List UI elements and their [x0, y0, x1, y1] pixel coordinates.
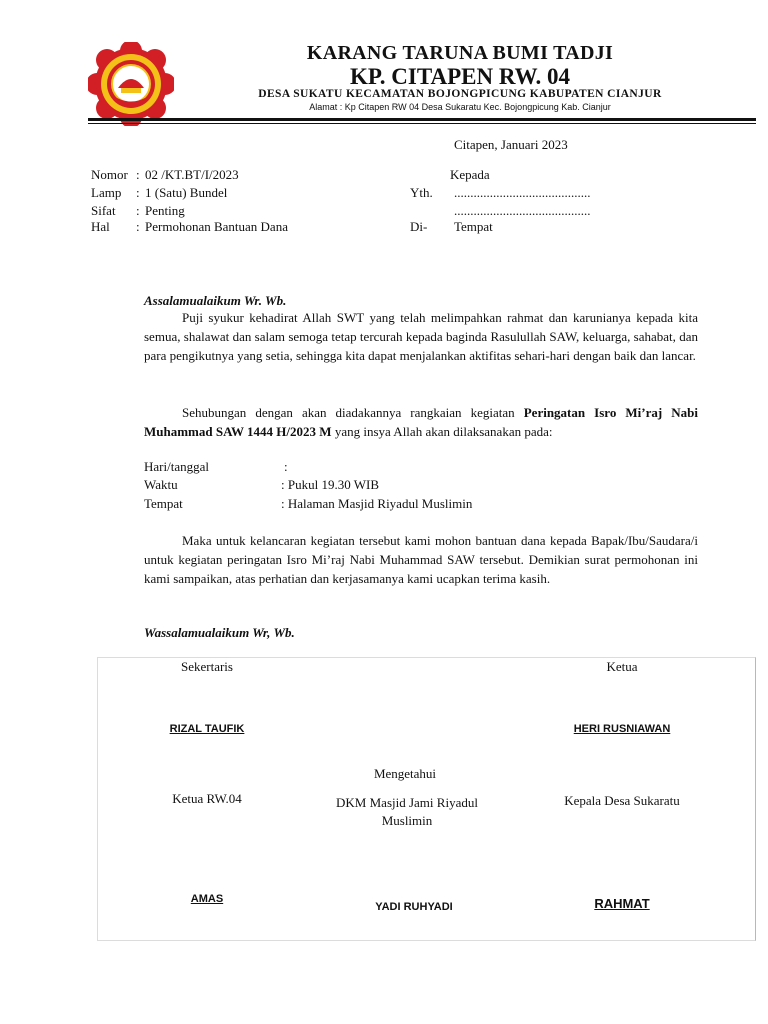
paragraph-opening: Puji syukur kehadirat Allah SWT yang telah melimpahkan rahmat dan karunianya kepada kita semua, shalawat dan salam semoga tetap tercurah kepada baginda Rasulullah SAW, keluarga, sahabat, dan para pengikutnya yang setia, sehingga kita dapat menjalankan aktifitas sehari-hari dengan baik dan lancar.: [144, 310, 698, 363]
event-value: :: [284, 459, 288, 474]
recipient-kepada: Kepada: [450, 167, 490, 182]
org-name: KARANG TARUNA BUMI TADJI: [306, 42, 614, 64]
meta-sep: :: [136, 185, 140, 200]
ketua-title: Ketua: [606, 659, 638, 674]
dkm-name: YADI RUHYADI: [375, 901, 453, 913]
kades-name: RAHMAT: [594, 896, 650, 911]
paragraph-event: [144, 403, 698, 441]
sekertaris-title: Sekertaris: [181, 659, 233, 674]
meta-value: 02 /KT.BT/I/2023: [145, 167, 239, 182]
recipient-tempat: Tempat: [454, 219, 493, 234]
sekertaris-name: RIZAL TAUFIK: [169, 723, 245, 735]
rw-title: Ketua RW.04: [172, 791, 242, 806]
meta-sep: :: [136, 203, 140, 218]
event-name: Peringatan Isro Mi’raj Nabi Muhammad SAW 1444 H/2023 M: [144, 405, 699, 439]
meta-sep: :: [136, 167, 140, 182]
meta-label: Hal: [91, 219, 110, 234]
header-rule-thin: [88, 123, 756, 124]
recipient-line: ..........................................: [454, 185, 591, 200]
closing: Wassalamualaikum Wr, Wb.: [144, 625, 295, 640]
event-label: Waktu: [144, 477, 178, 492]
org-unit: KP. CITAPEN RW. 04: [349, 64, 571, 89]
greeting: Assalamualaikum Wr. Wb.: [144, 293, 287, 308]
meta-label: Sifat: [91, 203, 116, 218]
paragraph-event-text: Sehubungan dengan akan diadakannya rangkaian kegiatan: [182, 405, 524, 420]
place-date: Citapen, Januari 2023: [454, 137, 568, 152]
recipient-yth: Yth.: [410, 185, 433, 200]
meta-value: Permohonan Bantuan Dana: [145, 219, 288, 234]
meta-value: 1 (Satu) Bundel: [145, 185, 228, 200]
event-value: : Pukul 19.30 WIB: [281, 477, 379, 492]
paragraph-request: Maka untuk kelancaran kegiatan tersebut kami mohon bantuan dana kepada Bapak/Ibu/Saudara/i untuk kegiatan peringatan Isro Mi’raj Nabi Muhammad SAW tersebut. Demikian surat permohonan ini kami sampaikan, atas perhatian dan kerjasamanya kami ucapkan terima kasih.: [144, 533, 698, 586]
dkm-title: DKM Masjid Jami Riyadul Muslimin: [336, 795, 478, 828]
kades-title: Kepala Desa Sukaratu: [564, 793, 680, 808]
recipient-line: ..........................................: [454, 203, 591, 218]
paragraph-event-text: yang insya Allah akan dilaksanakan pada:: [331, 424, 553, 439]
event-label: Tempat: [144, 496, 183, 511]
event-label: Hari/tanggal: [144, 459, 209, 474]
mengetahui-label: Mengetahui: [373, 766, 437, 781]
event-value: : Halaman Masjid Riyadul Muslimin: [281, 496, 473, 511]
meta-label: Nomor: [91, 167, 128, 182]
meta-value: Penting: [145, 203, 185, 218]
rw-name: AMAS: [190, 893, 224, 905]
header-rule-thick: [88, 118, 756, 121]
org-address: Alamat : Kp Citapen RW 04 Desa Sukaratu Kec. Bojongpicung Kab. Cianjur: [309, 102, 611, 112]
meta-sep: :: [136, 219, 140, 234]
karang-taruna-logo: [88, 42, 174, 126]
recipient-di: Di-: [410, 219, 428, 234]
meta-label: Lamp: [91, 185, 122, 200]
org-region: DESA SUKATU KECAMATAN BOJONGPICUNG KABUPATEN CIANJUR: [258, 88, 662, 100]
ketua-name: HERI RUSNIAWAN: [573, 723, 671, 735]
